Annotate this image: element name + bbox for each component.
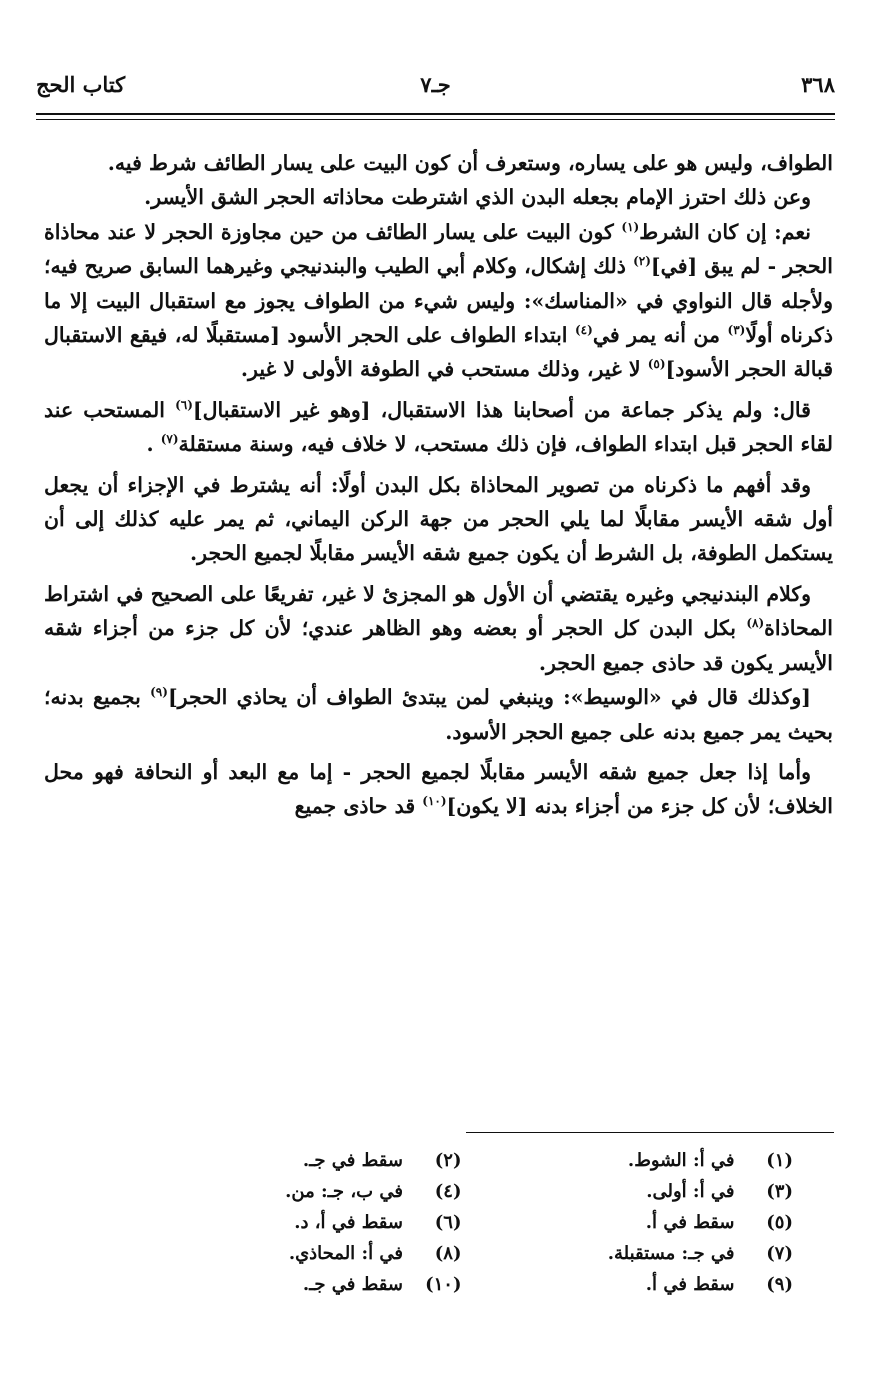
footnote — [482, 1238, 794, 1269]
footnote-number: (٧) — [766, 1243, 793, 1264]
footnote-number: (٣) — [766, 1181, 793, 1202]
paragraph: وكلام البندنيجي وغيره يقتضي أن الأول هو المجزئ لا غير، تفريعًا على الصحيح في اشتراط المحاذاة$^{(٨)}$ بكل البدن كل الحجر أو بعضه وهو الظاهر عندي؛ لأن كل جزء من أجزاء شقه الأيسر يكون قد حاذى جميع الحجر. — [44, 581, 833, 675]
footnote-text: سقط في أ. — [645, 1274, 747, 1295]
volume-label: جـ٧ — [420, 72, 451, 97]
footnote-text: سقط في جـ. — [302, 1274, 416, 1295]
footnote — [150, 1145, 462, 1176]
running-header — [36, 72, 835, 106]
footnote-rule — [466, 1132, 834, 1133]
footnote-number: (٤) — [434, 1181, 462, 1202]
book-title: كتاب الحج — [36, 72, 126, 97]
footnote — [150, 1207, 462, 1238]
footnote-number: (١٠) — [425, 1274, 462, 1295]
page-number: ٣٦٨ — [801, 72, 835, 97]
footnote-number: (١) — [766, 1150, 793, 1171]
paragraph: وقد أفهم ما ذكرناه من تصوير المحاذاة بكل البدن أولًا: أنه يشترط في الإجزاء أن يجعل أول شقه الأيسر مقابلًا لما يلي الحجر من جهة الركن اليماني، ثم يمر عليه كذلك إلى أن يستكمل الطوفة، بل الشرط أن يكون جميع شقه الأيسر مقابلًا لجميع الحجر. — [44, 472, 833, 566]
footnote-number: (٢) — [434, 1150, 462, 1171]
footnote-number: (٦) — [434, 1212, 462, 1233]
paragraph: [وكذلك قال في «الوسيط»: وينبغي لمن يبتدئ الطواف أن يحاذي الحجر]$^{(٩)}$ بجميع بدنه؛ بحيث يمر جميع بدنه على جميع الحجر الأسود. — [44, 685, 833, 744]
footnote-text: في جـ: مستقبلة. — [607, 1243, 747, 1264]
main-text — [44, 146, 833, 824]
paragraph: الطواف، وليس هو على يساره، وستعرف أن كون البيت على يسار الطائف شرط فيه. — [107, 151, 833, 175]
footnote-number: (٥) — [766, 1212, 793, 1233]
footnote — [150, 1238, 462, 1269]
paragraph: وعن ذلك احترز الإمام بجعله البدن الذي اشترطت محاذاته الحجر الشق الأيسر. — [144, 185, 811, 210]
footnote-text: في ب، جـ: من. — [285, 1181, 416, 1202]
paragraph: وأما إذا جعل جميع شقه الأيسر مقابلًا لجميع الحجر - إما مع البعد أو النحافة فهو محل الخلاف؛ لأن كل جزء من أجزاء بدنه [لا يكون]$^{(١٠)}$ قد حاذى جميع — [44, 759, 833, 819]
footnote-text: سقط في أ، د. — [294, 1212, 416, 1233]
footnote — [150, 1269, 462, 1300]
paragraph: قال: ولم يذكر جماعة من أصحابنا هذا الاستقبال، [وهو غير الاستقبال]$^{(٦)}$ المستحب عند لقاء الحجر قبل ابتداء الطواف، فإن ذلك مستحب، لا خلاف فيه، وسنة مستقلة$^{(٧)}$ . — [44, 397, 833, 457]
paragraph: نعم: إن كان الشرط$^{(١)}$ كون البيت على يسار الطائف من حين مجاوزة الحجر لا عند محاذاة الحجر - لم يبق [في]$^{(٢)}$ ذلك إشكال، وكلام أبي الطيب والبندنيجي وغيرهما السابق صريح فيه؛ ولأجله قال النواوي في «المناسك»: وليس شيء من الطواف يجوز مع استقبال البيت إلا ما ذكرناه أولًا$^{(٣)}$ من أنه يمر في$^{(٤)}$ ابتداء الطواف على الحجر الأسود [مستقبلًا له، فيقع الاستقبال قبالة الحجر الأسود]$^{(٥)}$ لا غير، وذلك مستحب في الطوفة الأولى لا غير. — [44, 219, 833, 382]
footnote — [150, 1176, 462, 1207]
footnote-text: في أ: المحاذي. — [288, 1243, 416, 1264]
footnote — [482, 1176, 794, 1207]
footnote-text: في أ: الشوط. — [627, 1150, 747, 1171]
footnote-number: (٨) — [434, 1243, 462, 1264]
footnotes — [150, 1145, 793, 1300]
footnote — [482, 1207, 794, 1238]
footnote-text: في أ: أولى. — [646, 1181, 747, 1202]
footnote — [482, 1269, 794, 1300]
header-rule-thin — [36, 119, 835, 120]
header-rule — [36, 113, 835, 115]
footnote — [482, 1145, 794, 1176]
footnote-text: سقط في جـ. — [302, 1150, 416, 1171]
footnote-number: (٩) — [766, 1274, 793, 1295]
footnote-text: سقط في أ. — [645, 1212, 747, 1233]
